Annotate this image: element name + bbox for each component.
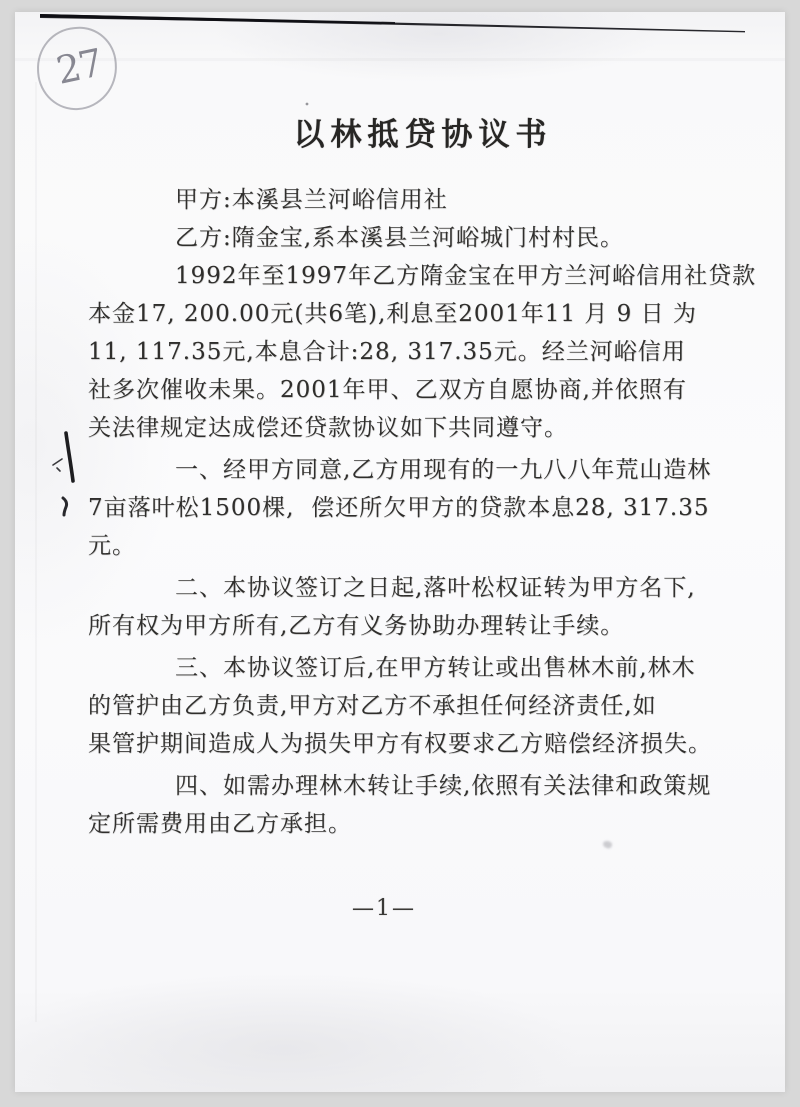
pen-mark-small bbox=[53, 459, 62, 471]
document-line: 所有权为甲方所有,乙方有义务协助办理转让手续。 bbox=[88, 613, 625, 639]
pen-mark bbox=[66, 433, 73, 481]
document-line: 关法律规定达成偿还贷款协议如下共同遵守。 bbox=[88, 415, 568, 441]
document-line: 定所需费用由乙方承担。 bbox=[88, 811, 352, 837]
paragraph-clause-1 bbox=[88, 451, 712, 565]
paragraph-parties bbox=[88, 181, 688, 257]
paper-crease-horizontal bbox=[15, 58, 785, 61]
paragraph-preamble bbox=[88, 257, 757, 447]
document-line: 11, 117.35元,本息合计:28, 317.35元。经兰河峪信用 bbox=[88, 339, 686, 365]
document-page bbox=[15, 12, 785, 1092]
document-line: 果管护期间造成人为损失甲方有权要求乙方赔偿经济损失。 bbox=[88, 731, 712, 757]
document-line: 二、本协议签订之日起,落叶松权证转为甲方名下, bbox=[175, 575, 696, 601]
document-line: 甲方:本溪县兰河峪信用社 bbox=[175, 187, 448, 213]
paragraph-clause-4 bbox=[88, 767, 712, 843]
document-line: 1992年至1997年乙方隋金宝在甲方兰河峪信用社贷款 bbox=[175, 263, 757, 289]
handwritten-corner-circle bbox=[34, 24, 120, 112]
pen-mark-blob bbox=[63, 498, 67, 515]
scan-line-artifact bbox=[40, 14, 745, 32]
document-line: 社多次催收未果。2001年甲、乙双方自愿协商,并依照有 bbox=[88, 377, 687, 403]
paper-crease-vertical bbox=[35, 82, 37, 1022]
document-title: 以林抵贷协议书 bbox=[293, 117, 553, 153]
document-line: 一、经甲方同意,乙方用现有的一九八八年荒山造林 bbox=[175, 457, 712, 483]
document-line: 的管护由乙方负责,甲方对乙方不承担任何经济责任,如 bbox=[88, 693, 657, 719]
document-line: 四、如需办理林木转让手续,依照有关法律和政策规 bbox=[175, 773, 712, 799]
paragraph-clause-2 bbox=[88, 569, 696, 645]
document-line: 7亩落叶松1500棵, 偿还所欠甲方的贷款本息28, 317.35 bbox=[88, 495, 710, 521]
document-body bbox=[88, 181, 757, 843]
document-line: 元。 bbox=[88, 533, 136, 559]
document-line: 乙方:隋金宝,系本溪县兰河峪城门村村民。 bbox=[175, 225, 625, 251]
page-number: —1— bbox=[352, 896, 416, 921]
document-line: 三、本协议签订后,在甲方转让或出售林木前,林木 bbox=[175, 655, 696, 681]
paragraph-clause-3 bbox=[88, 649, 712, 763]
document-line: 本金17, 200.00元(共6笔),利息至2001年11 月 9 日 为 bbox=[88, 301, 697, 327]
handwritten-corner-number: 27 bbox=[52, 39, 105, 93]
